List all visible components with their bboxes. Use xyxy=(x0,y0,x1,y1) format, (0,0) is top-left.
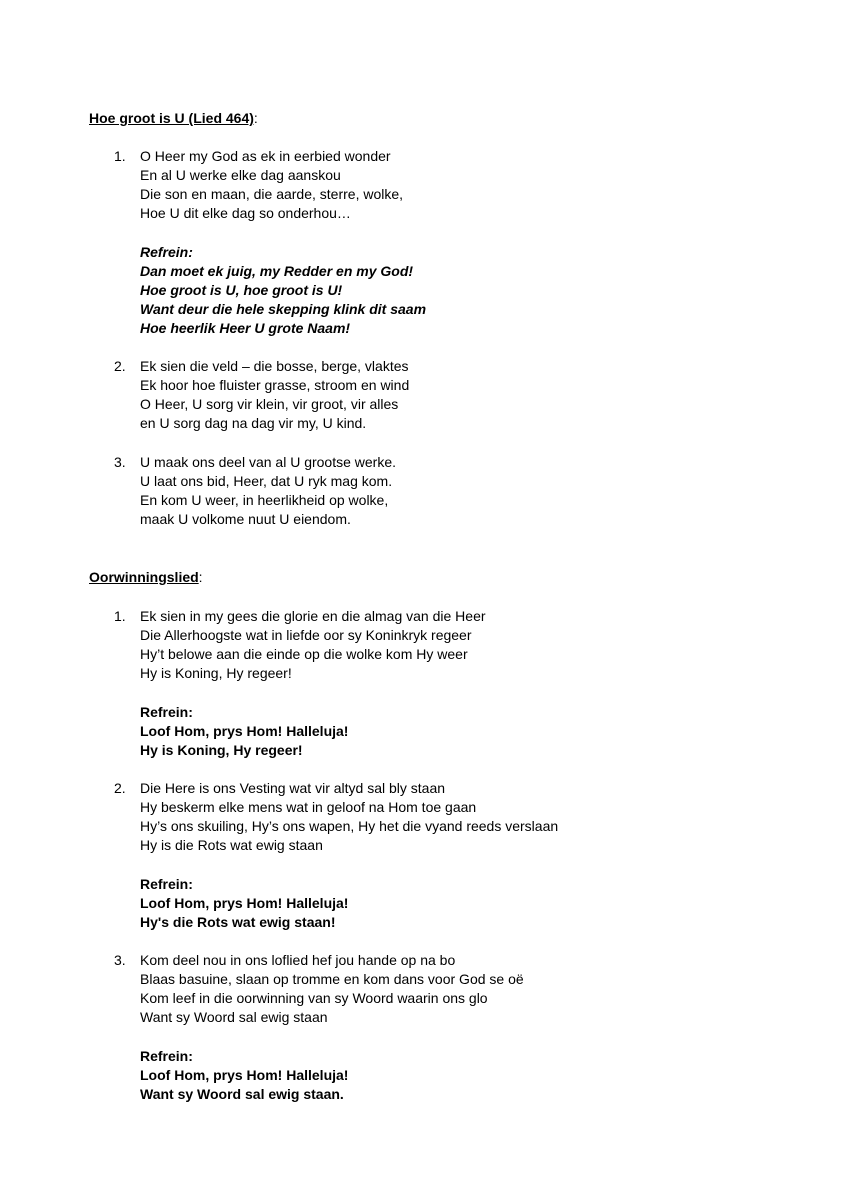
refrain-line: Loof Hom, prys Hom! Halleluja! xyxy=(140,723,349,739)
verse-line: Hy’t belowe aan die einde op die wolke kom Hy weer xyxy=(140,646,468,662)
verse-number: 1. xyxy=(114,608,126,624)
verse-line: Hy is die Rots wat ewig staan xyxy=(140,837,323,853)
verse-line: U laat ons bid, Heer, dat U ryk mag kom. xyxy=(140,473,393,489)
verse-line: En kom U weer, in heerlikheid op wolke, xyxy=(140,492,389,508)
refrain-heading: Refrein: xyxy=(140,1048,193,1064)
verse-line: Die son en maan, die aarde, sterre, wolke, xyxy=(140,186,404,202)
verse-line: Blaas basuine, slaan op tromme en kom dans voor God se oë xyxy=(140,971,524,987)
verse-line: Die Here is ons Vesting wat vir altyd sal bly staan xyxy=(140,780,446,796)
verse-line: O Heer, U sorg vir klein, vir groot, vir alles xyxy=(140,396,399,412)
verse-line: Hy’s ons skuiling, Hy’s ons wapen, Hy het die vyand reeds verslaan xyxy=(140,818,559,834)
verse-line: Want sy Woord sal ewig staan xyxy=(140,1009,328,1025)
verse-line: Ek sien die veld – die bosse, berge, vlaktes xyxy=(140,358,409,374)
verse-number: 3. xyxy=(114,454,126,470)
verse-line: Hy beskerm elke mens wat in geloof na Hom toe gaan xyxy=(140,799,477,815)
verse-line: Ek sien in my gees die glorie en die almag van die Heer xyxy=(140,608,486,624)
refrain-heading: Refrein: xyxy=(140,244,193,260)
refrain-line: Hy is Koning, Hy regeer! xyxy=(140,742,303,758)
refrain-line: Dan moet ek juig, my Redder en my God! xyxy=(140,263,414,279)
refrain-line: Loof Hom, prys Hom! Halleluja! xyxy=(140,1067,349,1083)
verse-line: Hoe U dit elke dag so onderhou… xyxy=(140,205,351,221)
verse-number: 3. xyxy=(114,952,126,968)
refrain-line: Hoe groot is U, hoe groot is U! xyxy=(140,282,343,298)
verse-line: Die Allerhoogste wat in liefde oor sy Koninkryk regeer xyxy=(140,627,472,643)
refrain-line: Loof Hom, prys Hom! Halleluja! xyxy=(140,895,349,911)
verse-number: 1. xyxy=(114,148,126,164)
verse-line: Ek hoor hoe fluister grasse, stroom en wind xyxy=(140,377,410,393)
verse-line: en U sorg dag na dag vir my, U kind. xyxy=(140,415,367,431)
song-title: Hoe groot is U (Lied 464): xyxy=(89,110,258,126)
refrain-line: Hy's die Rots wat ewig staan! xyxy=(140,914,336,930)
verse-line: Hy is Koning, Hy regeer! xyxy=(140,665,292,681)
refrain-line: Hoe heerlik Heer U grote Naam! xyxy=(140,320,351,336)
verse-line: U maak ons deel van al U grootse werke. xyxy=(140,454,397,470)
verse-line: maak U volkome nuut U eiendom. xyxy=(140,511,351,527)
verse-number: 2. xyxy=(114,358,126,374)
verse-line: Kom deel nou in ons loflied hef jou hande op na bo xyxy=(140,952,456,968)
verse-line: Kom leef in die oorwinning van sy Woord waarin ons glo xyxy=(140,990,488,1006)
refrain-line: Want sy Woord sal ewig staan. xyxy=(140,1086,344,1102)
refrain-heading: Refrein: xyxy=(140,876,193,892)
verse-line: O Heer my God as ek in eerbied wonder xyxy=(140,148,391,164)
verse-line: En al U werke elke dag aanskou xyxy=(140,167,341,183)
refrain-line: Want deur die hele skepping klink dit saam xyxy=(140,301,427,317)
song-title: Oorwinningslied: xyxy=(89,569,203,585)
verse-number: 2. xyxy=(114,780,126,796)
refrain-heading: Refrein: xyxy=(140,704,193,720)
